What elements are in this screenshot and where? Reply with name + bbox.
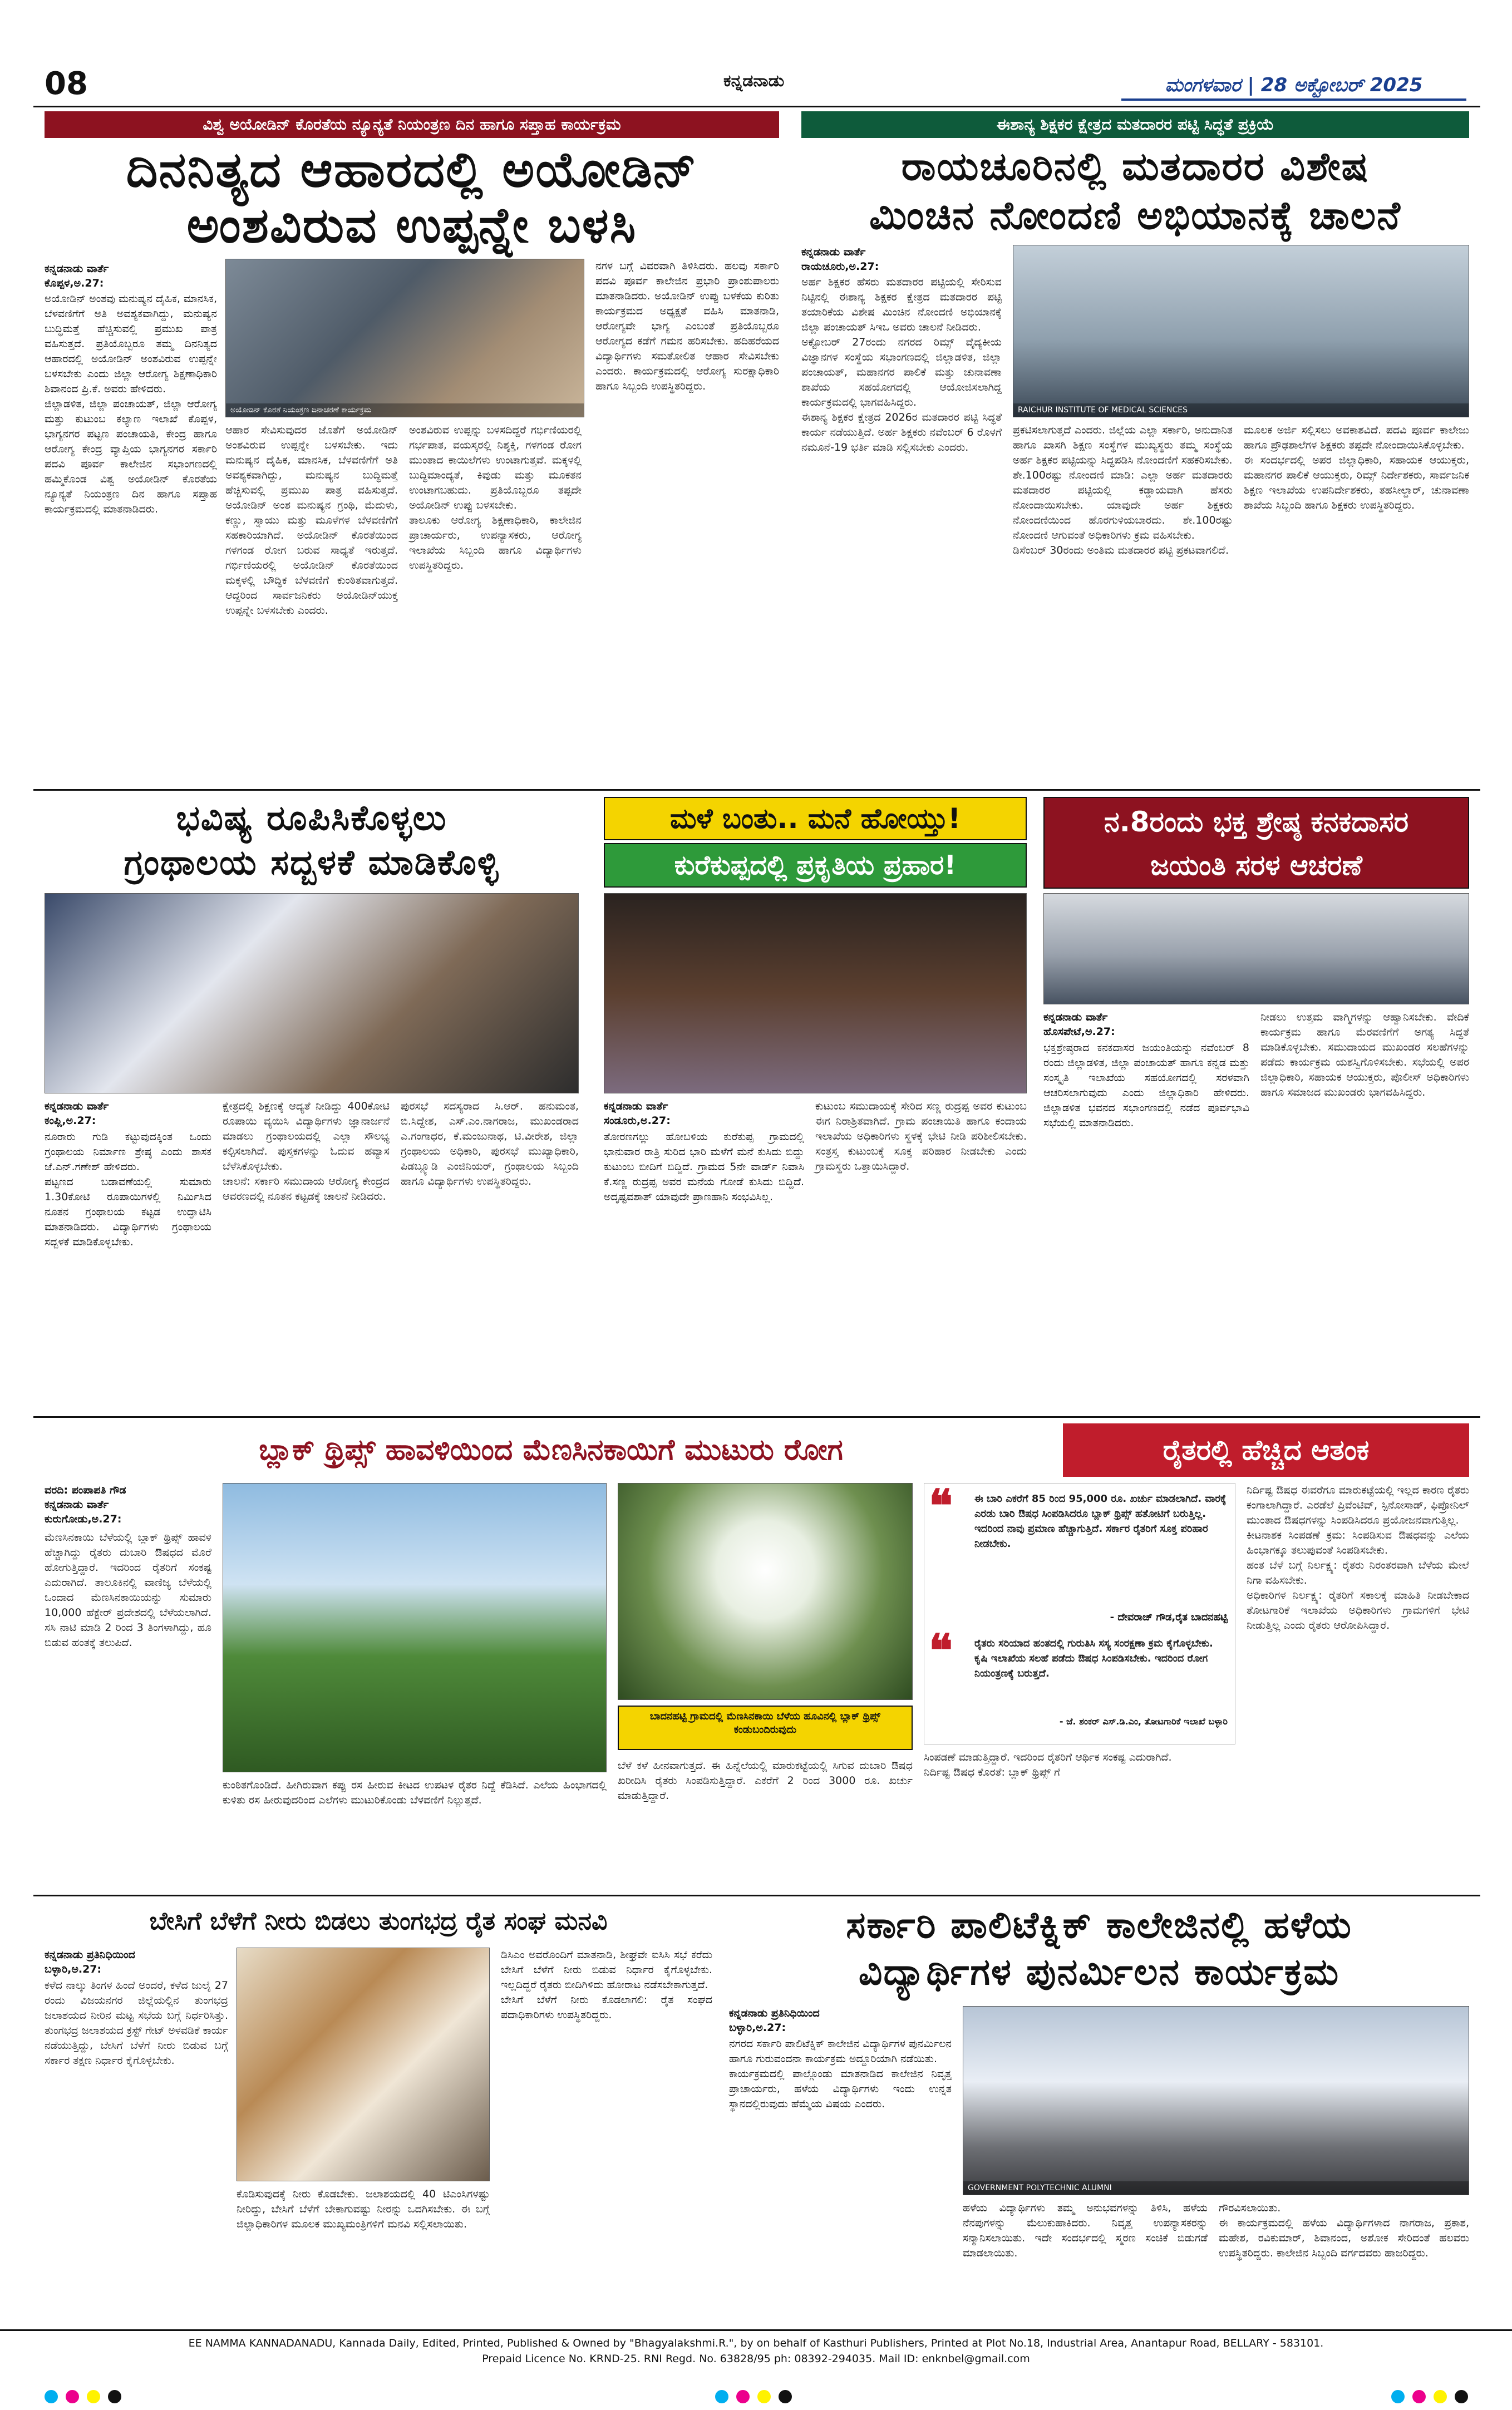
cyan-dot	[45, 2390, 58, 2403]
story2-column-2: ಪ್ರಕಟಿಸಲಾಗುತ್ತದೆ ಎಂದರು. ಜಿಲ್ಲೆಯ ಎಲ್ಲಾ ಸರ್ಕಾರಿ, ಅನುದಾನಿತ ಹಾಗೂ ಖಾಸಗಿ ಶಿಕ್ಷಣ ಸಂಸ್ಥೆಗಳ ಮುಖ್ಯಸ್ಥರು ತಮ್ಮ ಸಂಸ್ಥೆಯ ಅರ್ಹ ಶಿಕ್ಷಕರ ಪಟ್ಟಿಯನ್ನು ಸಿದ್ಧಪಡಿಸಿ ನೋಂದಣಿಗೆ ಸಹಕರಿಸಬೇಕು. ಶೇ.100ರಷ್ಟು ನೋಂದಣಿ ಮಾಡಿ: ಎಲ್ಲಾ ಅರ್ಹ ಮತದಾರರು ಮತದಾರರ ಪಟ್ಟಿಯಲ್ಲಿ ಕಡ್ಡಾಯವಾಗಿ ಹೆಸರು ನೋಂದಾಯಿಸಬೇಕು. ಯಾವುದೇ ಅರ್ಹ ಶಿಕ್ಷಕರು ನೋಂದಣಿಯಿಂದ ಹೊರಗುಳಿಯಬಾರದು. ಶೇ.100ರಷ್ಟು ನೋಂದಣಿ ಆಗುವಂತೆ ಅಧಿಕಾರಿಗಳು ಕ್ರಮ ವಹಿಸಬೇಕು. ಡಿಸೆಂಬರ್ 30ರಂದು ಅಂತಿಮ ಮತದಾರರ ಪಟ್ಟಿ ಪ್ರಕಟವಾಗಲಿದೆ.	[1013, 424, 1233, 556]
story4-headline-line1: ಮಳೆ ಬಂತು.. ಮನೆ ಹೋಯ್ತು!	[604, 797, 1027, 840]
story2-headline-line1: ರಾಯಚೂರಿನಲ್ಲಿ ಮತದಾರರ ವಿಶೇಷ	[901, 144, 1370, 189]
story2-byline: ಕನ್ನಡನಾಡು ವಾರ್ತೆ ರಾಯಚೂರು,ಅ.27:	[801, 246, 879, 273]
story1-headline-line1: ದಿನನಿತ್ಯದ ಆಹಾರದಲ್ಲಿ ಅಯೋಡಿನ್	[126, 141, 698, 198]
story8-byline: ಕನ್ನಡನಾಡು ಪ್ರತಿನಿಧಿಯಿಂದ ಬಳ್ಳಾರಿ,ಅ.27:	[729, 2007, 820, 2034]
magenta-dot	[736, 2390, 750, 2403]
story2-headline-line2: ಮಿಂಚಿನ ನೋಂದಣಿ ಅಭಿಯಾನಕ್ಕೆ ಚಾಲನೆ	[869, 193, 1401, 238]
imprint-footer	[0, 2329, 1512, 2385]
story3-headline-line1: ಭವಿಷ್ಯ ರೂಪಿಸಿಕೊಳ್ಳಲು	[176, 797, 447, 838]
story8-column-1: ನಗರದ ಸರ್ಕಾರಿ ಪಾಲಿಟೆಕ್ನಿಕ್ ಕಾಲೇಜಿನ ವಿದ್ಯಾರ್ಥಿಗಳ ಪುನರ್ಮಿಲನ ಹಾಗೂ ಗುರುವಂದನಾ ಕಾರ್ಯಕ್ರಮ ಅದ್ದೂರಿಯಾಗಿ ನಡೆಯಿತು. ಕಾರ್ಯಕ್ರಮದಲ್ಲಿ ಪಾಲ್ಗೊಂಡು ಮಾತನಾಡಿದ ಕಾಲೇಜಿನ ನಿವೃತ್ತ ಪ್ರಾಚಾರ್ಯರು, ಹಳೆಯ ವಿದ್ಯಾರ್ಥಿಗಳು ಇಂದು ಉನ್ನತ ಸ್ಥಾನದಲ್ಲಿರುವುದು ಹೆಮ್ಮೆಯ ವಿಷಯ ಎಂದರು.	[729, 2038, 952, 2110]
yellow-dot	[1434, 2390, 1447, 2403]
story1-kicker: ವಿಶ್ವ ಅಯೋಡಿನ್ ಕೊರತೆಯ ನ್ಯೂನ್ಯತೆ ನಿಯಂತ್ರಣ ದಿನ ಹಾಗೂ ಸಪ್ತಾಹ ಕಾರ್ಯಕ್ರಮ	[45, 111, 779, 138]
story6-quote-1-author: - ದೇವರಾಜ್ ಗೌಡ,ರೈತ ಬಾದನಹಟ್ಟಿ	[1110, 1611, 1228, 1623]
story7-byline: ಕನ್ನಡನಾಡು ಪ್ರತಿನಿಧಿಯಿಂದ ಬಳ್ಳಾರಿ,ಅ.27:	[45, 1949, 135, 1975]
story6-headline-highlight: ರೈತರಲ್ಲಿ ಹೆಚ್ಚಿದ ಆತಂಕ	[1063, 1423, 1469, 1477]
magenta-dot	[66, 2390, 79, 2403]
story1-byline: ಕನ್ನಡನಾಡು ವಾರ್ತೆ ಕೊಪ್ಪಳ,ಅ.27:	[45, 263, 109, 289]
story5-headline-line1: ನ.8ರಂದು ಭಕ್ತ ಶ್ರೇಷ್ಠ ಕನಕದಾಸರ	[1104, 806, 1409, 838]
yellow-dot	[757, 2390, 771, 2403]
story1-column-2: ಆಹಾರ ಸೇವಿಸುವುದರ ಜೊತೆಗೆ ಅಯೋಡಿನ್ ಅಂಶವಿರುವ ಉಪ್ಪನ್ನೇ ಬಳಸಬೇಕು. ಇದು ಮನುಷ್ಯನ ದೈಹಿಕ, ಮಾನಸಿಕ, ಬೆಳವಣಿಗೆಗೆ ಅತಿ ಅವಶ್ಯಕವಾಗಿದ್ದು, ಮನುಷ್ಯನ ಬುದ್ಧಿಮತ್ತೆ ಹೆಚ್ಚಿಸುವಲ್ಲಿ ಪ್ರಮುಖ ಪಾತ್ರ ವಹಿಸುತ್ತದೆ. ಅಯೋಡಿನ್ ಅಂಶ ಮನುಷ್ಯನ ಗ್ರಂಥಿ, ಮೆದುಳು, ಕಣ್ಣು, ಸ್ನಾಯು ಮತ್ತು ಮೂಳೆಗಳ ಬೆಳವಣಿಗೆಗೆ ಸಹಕಾರಿಯಾಗಿದೆ. ಅಯೋಡಿನ್ ಕೊರತೆಯಿಂದ ಗಳಗಂಡ ರೋಗ ಬರುವ ಸಾಧ್ಯತೆ ಇರುತ್ತದೆ. ಗರ್ಭಿಣಿಯರಲ್ಲಿ ಅಯೋಡಿನ್ ಕೊರತೆಯಿಂದ ಮಕ್ಕಳಲ್ಲಿ ಬೌದ್ಧಿಕ ಬೆಳವಣಿಗೆ ಕುಂಠಿತವಾಗುತ್ತದೆ. ಆದ್ದರಿಂದ ಸಾರ್ವಜನಿಕರು ಅಯೋಡಿನ್‌ಯುಕ್ತ ಉಪ್ಪನ್ನೇ ಬಳಸಬೇಕು ಎಂದರು.	[225, 424, 402, 617]
story4-photo	[604, 893, 1027, 1093]
registration-dots-left	[45, 2390, 121, 2403]
story6-quote-1: ಈ ಬಾರಿ ಎಕರೆಗೆ 85 ರಿಂದ 95,000 ರೂ. ಖರ್ಚು ಮಾಡಲಾಗಿದೆ. ವಾರಕ್ಕೆ ಎರಡು ಬಾರಿ ಔಷಧ ಸಿಂಪಡಿಸಿದರೂ ಬ್ಲಾಕ್ ಥ್ರಿಪ್ಸ್ ಹತೋಟಿಗೆ ಬರುತ್ತಿಲ್ಲ. ಇದರಿಂದ ನಾವು ಪ್ರಮಾಣ ಹೆಚ್ಚಾಗುತ್ತಿದೆ. ಸರ್ಕಾರ ರೈತರಿಗೆ ಸೂಕ್ತ ಪರಿಹಾರ ನೀಡಬೇಕು.	[974, 1493, 1227, 1550]
black-dot	[108, 2390, 121, 2403]
page-number: 08	[45, 66, 88, 102]
story8-headline	[729, 1902, 1469, 1999]
story2-kicker: ಈಶಾನ್ಯ ಶಿಕ್ಷಕರ ಕ್ಷೇತ್ರದ ಮತದಾರರ ಪಟ್ಟಿ ಸಿದ್ಧತೆ ಪ್ರಕ್ರಿಯೆ	[801, 111, 1469, 138]
section-rule-2	[33, 1416, 1480, 1418]
story3-photo	[45, 893, 579, 1093]
story8-headline-line2: ವಿದ್ಯಾರ್ಥಿಗಳ ಪುನರ್ಮಿಲನ ಕಾರ್ಯಕ್ರಮ	[858, 1950, 1340, 1993]
black-dot	[779, 2390, 792, 2403]
story1-headline	[45, 142, 779, 253]
story4-byline: ಕನ್ನಡನಾಡು ವಾರ್ತೆ ಸಂಡೂರು,ಅ.27:	[604, 1100, 671, 1127]
story6-column-5: ನಿರ್ದಿಷ್ಟ ಔಷಧ ಈವರೆಗೂ ಮಾರುಕಟ್ಟೆಯಲ್ಲಿ ಇಲ್ಲದ ಕಾರಣ ರೈತರು ಕಂಗಾಲಾಗಿದ್ದಾರೆ. ಎರಡೆಲೆ ಪ್ರಿವೆಂಟಿವ್, ಸ್ಪಿನೋಸಾಡ್, ಫಿಪ್ರೋನಿಲ್ ಮುಂತಾದ ಔಷಧಗಳನ್ನು ಸಿಂಪಡಿಸಿದರೂ ಪ್ರಯೋಜನವಾಗುತ್ತಿಲ್ಲ. ಕೀಟನಾಶಕ ಸಿಂಪಡಣೆ ಕ್ರಮ: ಸಿಂಪಡಿಸುವ ಔಷಧವನ್ನು ಎಲೆಯ ಹಿಂಭಾಗಕ್ಕೂ ತಲುಪುವಂತೆ ಸಿಂಪಡಿಸಬೇಕು. ಹಂತ ಬೆಳೆ ಬಗ್ಗೆ ನಿರ್ಲಕ್ಷ್ಯ: ರೈತರು ನಿರಂತರವಾಗಿ ಬೆಳೆಯ ಮೇಲೆ ನಿಗಾ ವಹಿಸಬೇಕು. ಅಧಿಕಾರಿಗಳ ನಿರ್ಲಕ್ಷ್ಯ: ರೈತರಿಗೆ ಸಕಾಲಕ್ಕೆ ಮಾಹಿತಿ ನೀಡಬೇಕಾದ ತೋಟಗಾರಿಕೆ ಇಲಾಖೆಯ ಅಧಿಕಾರಿಗಳು ಗ್ರಾಮಗಳಿಗೆ ಭೇಟಿ ನೀಡುತ್ತಿಲ್ಲ ಎಂದು ರೈತರು ಆರೋಪಿಸಿದ್ದಾರೆ.	[1247, 1484, 1469, 1632]
story4-column-1: ತೋರಣಗಲ್ಲು ಹೋಬಳಿಯ ಕುರೆಕುಪ್ಪ ಗ್ರಾಮದಲ್ಲಿ ಭಾನುವಾರ ರಾತ್ರಿ ಸುರಿದ ಭಾರಿ ಮಳೆಗೆ ಮನೆ ಕುಸಿದು ಬಿದ್ದು ಕುಟುಂಬ ಬೀದಿಗೆ ಬಿದ್ದಿದೆ. ಗ್ರಾಮದ 5ನೇ ವಾರ್ಡ್ ನಿವಾಸಿ ಕೆ.ಸಣ್ಣ ರುದ್ರಪ್ಪ ಅವರ ಮನೆಯ ಗೋಡೆ ಕುಸಿದು ಬಿದ್ದಿದೆ. ಅದೃಷ್ಟವಶಾತ್ ಯಾವುದೇ ಪ್ರಾಣಹಾನಿ ಸಂಭವಿಸಿಲ್ಲ.	[604, 1131, 808, 1203]
black-dot	[1455, 2390, 1468, 2403]
story5-column-2: ನೀಡಲು ಉತ್ತಮ ವಾಗ್ಮಿಗಳನ್ನು ಆಹ್ವಾನಿಸಬೇಕು. ವೇದಿಕೆ ಕಾರ್ಯಕ್ರಮ ಹಾಗೂ ಮೆರವಣಿಗೆಗೆ ಅಗತ್ಯ ಸಿದ್ಧತೆ ಮಾಡಿಕೊಳ್ಳಬೇಕು. ಸಮುದಾಯದ ಮುಖಂಡರ ಸಲಹೆಗಳನ್ನು ಪಡೆದು ಕಾರ್ಯಕ್ರಮ ಯಶಸ್ವಿಗೊಳಿಸಬೇಕು. ಸಭೆಯಲ್ಲಿ ಅಪರ ಜಿಲ್ಲಾಧಿಕಾರಿ, ಸಹಾಯಕ ಆಯುಕ್ತರು, ಪೊಲೀಸ್ ಅಧಿಕಾರಿಗಳು ಹಾಗೂ ಸಮಾಜದ ಮುಖಂಡರು ಭಾಗವಹಿಸಿದ್ದರು.	[1260, 1011, 1473, 1098]
section-rule-1	[33, 789, 1480, 791]
cyan-dot	[715, 2390, 728, 2403]
story2-column-3: ಮೂಲಕ ಅರ್ಜಿ ಸಲ್ಲಿಸಲು ಅವಕಾಶವಿದೆ. ಪದವಿ ಪೂರ್ವ ಕಾಲೇಜು ಹಾಗೂ ಪ್ರೌಢಶಾಲೆಗಳ ಶಿಕ್ಷಕರು ತಪ್ಪದೇ ನೋಂದಾಯಿಸಿಕೊಳ್ಳಬೇಕು. ಈ ಸಂದರ್ಭದಲ್ಲಿ ಅಪರ ಜಿಲ್ಲಾಧಿಕಾರಿ, ಸಹಾಯಕ ಆಯುಕ್ತರು, ಮಹಾನಗರ ಪಾಲಿಕೆ ಆಯುಕ್ತರು, ರಿಮ್ಸ್ ನಿರ್ದೇಶಕರು, ಸಾರ್ವಜನಿಕ ಶಿಕ್ಷಣ ಇಲಾಖೆಯ ಉಪನಿರ್ದೇಶಕರು, ತಹಸೀಲ್ದಾರ್, ಚುನಾವಣಾ ಶಾಖೆಯ ಸಿಬ್ಬಂದಿ ಹಾಗೂ ಶಿಕ್ಷಕರು ಉಪಸ್ಥಿತರಿದ್ದರು.	[1244, 424, 1469, 511]
story3-headline	[45, 796, 579, 890]
story6-column-1: ಮೆಣಸಿನಕಾಯಿ ಬೆಳೆಯಲ್ಲಿ ಬ್ಲಾಕ್ ಥ್ರಿಪ್ಸ್ ಹಾವಳಿ ಹೆಚ್ಚಾಗಿದ್ದು ರೈತರು ದುಬಾರಿ ಔಷಧದ ಮೊರೆ ಹೋಗುತ್ತಿದ್ದಾರೆ. ಇದರಿಂದ ರೈತರಿಗೆ ಸಂಕಷ್ಟ ಎದುರಾಗಿದೆ. ತಾಲೂಕಿನಲ್ಲಿ ವಾಣಿಜ್ಯ ಬೆಳೆಯಲ್ಲಿ ಒಂದಾದ ಮೆಣಸಿನಕಾಯಿಯನ್ನು ಸುಮಾರು 10,000 ಹೆಕ್ಟೇರ್ ಪ್ರದೇಶದಲ್ಲಿ ಬೆಳೆಯಲಾಗಿದೆ. ಸಸಿ ನಾಟಿ ಮಾಡಿ 2 ರಿಂದ 3 ತಿಂಗಳಾಗಿದ್ದು, ಹೂ ಬಿಡುವ ಹಂತಕ್ಕೆ ತಲುಪಿದೆ.	[45, 1531, 215, 1649]
section-rule-3	[33, 1895, 1480, 1896]
story6-field-photo	[223, 1483, 607, 1772]
story3-headline-line2: ಗ್ರಂಥಾಲಯ ಸದ್ಬಳಕೆ ಮಾಡಿಕೊಳ್ಳಿ	[124, 842, 500, 883]
paper-name: ಕನ್ನಡನಾಡು	[723, 71, 785, 91]
story3-column-1: ನೂರಾರು ಗುಡಿ ಕಟ್ಟುವುದಕ್ಕಿಂತ ಒಂದು ಗ್ರಂಥಾಲಯ ನಿರ್ಮಾಣ ಶ್ರೇಷ್ಠ ಎಂದು ಶಾಸಕ ಜೆ.ಎನ್.ಗಣೇಶ್ ಹೇಳಿದರು. ಪಟ್ಟಣದ ಬಡಾವಣೆಯಲ್ಲಿ ಸುಮಾರು 1.30ಕೋಟಿ ರೂಪಾಯಿಗಳಲ್ಲಿ ನಿರ್ಮಿಸಿದ ನೂತನ ಗ್ರಂಥಾಲಯ ಕಟ್ಟಡ ಉದ್ಘಾಟಿಸಿ ಮಾತನಾಡಿದರು. ವಿದ್ಯಾರ್ಥಿಗಳು ಗ್ರಂಥಾಲಯ ಸದ್ಬಳಕೆ ಮಾಡಿಕೊಳ್ಳಬೇಕು.	[45, 1131, 211, 1248]
story6-quote-2-author: - ಜೆ. ಶಂಕರ್ ಎಸ್.ಡಿ.ಎಂ, ತೋಟಗಾರಿಕೆ ಇಲಾಖೆ ಬಳ್ಳಾರಿ	[1059, 1716, 1228, 1727]
story3-byline: ಕನ್ನಡನಾಡು ವಾರ್ತೆ ಕಂಪ್ಲಿ,ಅ.27:	[45, 1100, 109, 1127]
story5-headline-line2: ಜಯಂತಿ ಸರಳ ಆಚರಣೆ	[1150, 849, 1362, 881]
story1-column-3: ಅಂಶವಿರುವ ಉಪ್ಪನ್ನು ಬಳಸದಿದ್ದರೆ ಗರ್ಭಿಣಿಯರಲ್ಲಿ ಗರ್ಭಪಾತ, ವಯಸ್ಕರಲ್ಲಿ ನಿಶ್ಶಕ್ತಿ, ಗಳಗಂಡ ರೋಗ ಮುಂತಾದ ಕಾಯಿಲೆಗಳು ಉಂಟಾಗುತ್ತವೆ. ಮಕ್ಕಳಲ್ಲಿ ಬುದ್ಧಿಮಾಂದ್ಯತೆ, ಕಿವುಡು ಮತ್ತು ಮೂಕತನ ಉಂಟಾಗಬಹುದು. ಪ್ರತಿಯೊಬ್ಬರೂ ತಪ್ಪದೇ ಅಯೋಡಿನ್ ಉಪ್ಪು ಬಳಸಬೇಕು. ತಾಲೂಕು ಆರೋಗ್ಯ ಶಿಕ್ಷಣಾಧಿಕಾರಿ, ಕಾಲೇಜಿನ ಪ್ರಾಚಾರ್ಯರು, ಉಪನ್ಯಾಸಕರು, ಆರೋಗ್ಯ ಇಲಾಖೆಯ ಸಿಬ್ಬಂದಿ ಹಾಗೂ ವಿದ್ಯಾರ್ಥಿಗಳು ಉಪಸ್ಥಿತರಿದ್ದರು.	[409, 424, 582, 571]
imprint-line-2: Prepaid Licence No. KRND-25. RNI Regd. No. 63828/95 ph: 08392-294035. Mail ID: enknbel@gmail.com	[482, 2353, 1030, 2365]
story5-column-1: ಭಕ್ತಶ್ರೇಷ್ಠರಾದ ಕನಕದಾಸರ ಜಯಂತಿಯನ್ನು ನವೆಂಬರ್ 8 ರಂದು ಜಿಲ್ಲಾಡಳಿತ, ಜಿಲ್ಲಾ ಪಂಚಾಯತ್ ಹಾಗೂ ಕನ್ನಡ ಮತ್ತು ಸಂಸ್ಕೃತಿ ಇಲಾಖೆಯ ಸಹಯೋಗದಲ್ಲಿ ಸರಳವಾಗಿ ಆಚರಿಸಲಾಗುವುದು ಎಂದು ಜಿಲ್ಲಾಧಿಕಾರಿ ಹೇಳಿದರು. ಜಿಲ್ಲಾಡಳಿತ ಭವನದ ಸಭಾಂಗಣದಲ್ಲಿ ನಡೆದ ಪೂರ್ವಭಾವಿ ಸಭೆಯಲ್ಲಿ ಮಾತನಾಡಿದರು.	[1043, 1042, 1253, 1129]
story8-column-2: ಹಳೆಯ ವಿದ್ಯಾರ್ಥಿಗಳು ತಮ್ಮ ಅನುಭವಗಳನ್ನು ತಿಳಿಸಿ, ಹಳೆಯ ನೆನಪುಗಳನ್ನು ಮೆಲುಕುಹಾಕಿದರು. ನಿವೃತ್ತ ಉಪನ್ಯಾಸಕರನ್ನು ಸನ್ಮಾನಿಸಲಾಯಿತು. ಇದೇ ಸಂದರ್ಭದಲ್ಲಿ ಸ್ಮರಣ ಸಂಚಿಕೆ ಬಿಡುಗಡೆ ಮಾಡಲಾಯಿತು.	[963, 2202, 1211, 2259]
quote-mark-icon: ❝	[929, 1480, 953, 1532]
yellow-dot	[87, 2390, 100, 2403]
story7-photo	[237, 1948, 490, 2181]
story1-column-4: ನಗಳ ಬಗ್ಗೆ ವಿವರವಾಗಿ ತಿಳಿಸಿದರು. ಹಲವು ಸರ್ಕಾರಿ ಪದವಿ ಪೂರ್ವ ಕಾಲೇಜಿನ ಪ್ರಭಾರಿ ಪ್ರಾಂಶುಪಾಲರು ಮಾತನಾಡಿದರು. ಅಯೋಡಿನ್ ಉಪ್ಪು ಬಳಕೆಯ ಕುರಿತು ಕಾರ್ಯಕ್ರಮದ ಅಧ್ಯಕ್ಷತೆ ವಹಿಸಿ ಮಾತನಾಡಿ, ಆರೋಗ್ಯವೇ ಭಾಗ್ಯ ಎಂಬಂತೆ ಪ್ರತಿಯೊಬ್ಬರೂ ಆರೋಗ್ಯದ ಕಡೆಗೆ ಗಮನ ಹರಿಸಬೇಕು. ಹದಿಹರೆಯದ ವಿದ್ಯಾರ್ಥಿಗಳು ಸಮತೋಲಿತ ಆಹಾರ ಸೇವಿಸಬೇಕು ಎಂದರು. ಕಾರ್ಯಕ್ರಮದಲ್ಲಿ ಆರೋಗ್ಯ ಸುರಕ್ಷಾಧಿಕಾರಿ ಹಾಗೂ ಸಿಬ್ಬಂದಿ ಉಪಸ್ಥಿತರಿದ್ದರು.	[595, 260, 783, 392]
story6-column-4-tail: ಸಿಂಪಡಣೆ ಮಾಡುತ್ತಿದ್ದಾರೆ. ಇದರಿಂದ ರೈತರಿಗೆ ಆರ್ಥಿಕ ಸಂಕಷ್ಟ ಎದುರಾಗಿದೆ. ನಿರ್ದಿಷ್ಟ ಔಷಧ ಕೊರತೆ: ಬ್ಲಾಕ್ ಥ್ರಿಪ್ಸ್ ಗೆ	[924, 1751, 1172, 1778]
story4-column-2: ಕುಟುಂಬ ಸಮುದಾಯಕ್ಕೆ ಸೇರಿದ ಸಣ್ಣ ರುದ್ರಪ್ಪ ಅವರ ಕುಟುಂಬ ಈಗ ನಿರಾಶ್ರಿತವಾಗಿದೆ. ಗ್ರಾಮ ಪಂಚಾಯಿತಿ ಹಾಗೂ ಕಂದಾಯ ಇಲಾಖೆಯ ಅಧಿಕಾರಿಗಳು ಸ್ಥಳಕ್ಕೆ ಭೇಟಿ ನೀಡಿ ಪರಿಶೀಲಿಸಬೇಕು. ಸಂತ್ರಸ್ತ ಕುಟುಂಬಕ್ಕೆ ಸೂಕ್ತ ಪರಿಹಾರ ನೀಡಬೇಕು ಎಂದು ಗ್ರಾಮಸ್ಥರು ಒತ್ತಾಯಿಸಿದ್ದಾರೆ.	[815, 1100, 1031, 1172]
story6-headline-main: ಬ್ಲಾಕ್ ಥ್ರಿಪ್ಸ್ ಹಾವಳಿಯಿಂದ ಮೆಣಸಿನಕಾಯಿಗೆ ಮುಟುರು ರೋಗ	[259, 1433, 843, 1467]
story6-flower-photo	[618, 1483, 913, 1700]
story7-column-2: ಕೊಡಿಸುವುದಕ್ಕೆ ನೀರು ಕೊಡಬೇಕು. ಜಲಾಶಯದಲ್ಲಿ 40 ಟಿಎಂಸಿಗಳಷ್ಟು ನೀರಿದ್ದು, ಬೇಸಿಗೆ ಬೆಳೆಗೆ ಬೇಕಾಗುವಷ್ಟು ನೀರನ್ನು ಒದಗಿಸಬೇಕು. ಈ ಬಗ್ಗೆ ಜಿಲ್ಲಾಧಿಕಾರಿಗಳ ಮೂಲಕ ಮುಖ್ಯಮಂತ್ರಿಗಳಿಗೆ ಮನವಿ ಸಲ್ಲಿಸಲಾಯಿತು.	[237, 2188, 494, 2230]
header-rule	[33, 106, 1480, 107]
story8-photo	[963, 2006, 1469, 2195]
story6-quotes-box	[924, 1480, 1235, 1744]
story1-photo-caption: ಅಯೋಡಿನ್ ಕೊರತೆ ನಿಯಂತ್ರಣ ದಿನಾಚರಣೆ ಕಾರ್ಯಕ್ರಮ	[226, 403, 584, 417]
story5-photo	[1043, 893, 1469, 1004]
story1-headline-line2: ಅಂಶವಿರುವ ಉಪ್ಪನ್ನೇ ಬಳಸಿ	[186, 196, 637, 254]
story7-column-3: ಡಿಸಿಎಂ ಅವರೊಂದಿಗೆ ಮಾತನಾಡಿ, ಶೀಘ್ರವೇ ಐಸಿಸಿ ಸಭೆ ಕರೆದು ಬೇಸಿಗೆ ಬೆಳೆಗೆ ನೀರು ಬಿಡುವ ನಿರ್ಧಾರ ಕೈಗೊಳ್ಳಬೇಕು. ಇಲ್ಲದಿದ್ದರೆ ರೈತರು ಬೀದಿಗಿಳಿದು ಹೋರಾಟ ನಡೆಸಬೇಕಾಗುತ್ತದೆ. ಬೇಸಿಗೆ ಬೆಳೆಗೆ ನೀರು ಕೊಡಲಾಗಲಿ: ರೈತ ಸಂಘದ ಪದಾಧಿಕಾರಿಗಳು ಉಪಸ್ಥಿತರಿದ್ದರು.	[501, 1949, 712, 2021]
story3-column-2: ಕ್ಷೇತ್ರದಲ್ಲಿ ಶಿಕ್ಷಣಕ್ಕೆ ಆದ್ಯತೆ ನೀಡಿದ್ದು 400ಕೋಟಿ ರೂಪಾಯಿ ವ್ಯಯಿಸಿ ವಿದ್ಯಾರ್ಥಿಗಳು ಜ್ಞಾನಾರ್ಜನೆ ಮಾಡಲು ಗ್ರಂಥಾಲಯದಲ್ಲಿ ಎಲ್ಲಾ ಸೌಲಭ್ಯ ಕಲ್ಪಿಸಲಾಗಿದೆ. ಪುಸ್ತಕಗಳನ್ನು ಓದುವ ಹವ್ಯಾಸ ಬೆಳೆಸಿಕೊಳ್ಳಬೇಕು. ಚಾಲನೆ: ಸರ್ಕಾರಿ ಸಮುದಾಯ ಆರೋಗ್ಯ ಕೇಂದ್ರದ ಆವರಣದಲ್ಲಿ ನೂತನ ಕಟ್ಟಡಕ್ಕೆ ಚಾಲನೆ ನೀಡಿದರು.	[223, 1100, 390, 1202]
story2-photo	[1013, 245, 1469, 417]
story8-column-3: ಗೌರವಿಸಲಾಯಿತು. ಈ ಕಾರ್ಯಕ್ರಮದಲ್ಲಿ ಹಳೆಯ ವಿದ್ಯಾರ್ಥಿಗಳಾದ ನಾಗರಾಜ, ಪ್ರಕಾಶ, ಮಹೇಶ, ರವಿಕುಮಾರ್, ಶಿವಾನಂದ, ಅಶೋಕ ಸೇರಿದಂತೆ ಹಲವರು ಉಪಸ್ಥಿತರಿದ್ದರು. ಕಾಲೇಜಿನ ಸಿಬ್ಬಂದಿ ವರ್ಗದವರು ಹಾಜರಿದ್ದರು.	[1219, 2202, 1469, 2259]
story6-column-3: ಬೆಳೆ ಕಳೆ ಹೀನವಾಗುತ್ತದೆ. ಈ ಹಿನ್ನೆಲೆಯಲ್ಲಿ ಮಾರುಕಟ್ಟೆಯಲ್ಲಿ ಸಿಗುವ ದುಬಾರಿ ಔಷಧ ಖರೀದಿಸಿ ರೈತರು ಸಿಂಪಡಿಸುತ್ತಿದ್ದಾರೆ. ಎಕರೆಗೆ 2 ರಿಂದ 3000 ರೂ. ಖರ್ಚು ಮಾಡುತ್ತಿದ್ದಾರೆ.	[618, 1760, 917, 1802]
page-header	[0, 0, 1512, 102]
story6-byline: ವರದಿ: ಪಂಪಾಪತಿ ಗೌಡ ಕನ್ನಡನಾಡು ವಾರ್ತೆ ಕುರುಗೋಡು,ಅ.27:	[45, 1484, 126, 1525]
story4-headline-line2: ಕುರೆಕುಪ್ಪದಲ್ಲಿ ಪ್ರಕೃತಿಯ ಪ್ರಹಾರ!	[604, 843, 1027, 888]
story6-quote-2: ರೈತರು ಸರಿಯಾದ ಹಂತದಲ್ಲಿ ಗುರುತಿಸಿ ಸಸ್ಯ ಸಂರಕ್ಷಣಾ ಕ್ರಮ ಕೈಗೊಳ್ಳಬೇಕು. ಕೃಷಿ ಇಲಾಖೆಯ ಸಲಹೆ ಪಡೆದು ಔಷಧ ಸಿಂಪಡಿಸಬೇಕು. ಇದರಿಂದ ರೋಗ ನಿಯಂತ್ರಣಕ್ಕೆ ಬರುತ್ತದೆ.	[974, 1638, 1213, 1679]
story6-column-2: ಕುಂಠಿತಗೊಂಡಿದೆ. ಹೀಗಿರುವಾಗ ಕಪ್ಪು ರಸ ಹೀರುವ ಕೀಟದ ಉಪಟಳ ರೈತರ ನಿದ್ದೆ ಕೆಡಿಸಿದೆ. ಎಲೆಯ ಹಿಂಭಾಗದಲ್ಲಿ ಕುಳಿತು ರಸ ಹೀರುವುದರಿಂದ ಎಲೆಗಳು ಮುಟುರಿಕೊಂಡು ಬೆಳವಣಿಗೆ ನಿಲ್ಲುತ್ತದೆ.	[223, 1779, 610, 1806]
story2-photo-caption: RAICHUR INSTITUTE OF MEDICAL SCIENCES	[1013, 403, 1469, 417]
story7-column-1: ಕಳೆದ ನಾಲ್ಕು ತಿಂಗಳ ಹಿಂದೆ ಅಂದರೆ, ಕಳೆದ ಜುಲೈ 27 ರಂದು ವಿಜಯನಗರ ಜಿಲ್ಲೆಯಲ್ಲಿನ ತುಂಗಭದ್ರ ಜಲಾಶಯದ ನೀರಿನ ಮಟ್ಟ ಸಭೆಯ ಬಗ್ಗೆ ನಿರ್ಧರಿಸಿತ್ತು. ತುಂಗಭದ್ರ ಜಲಾಶಯದ ಕ್ರಸ್ಟ್ ಗೇಟ್ ಅಳವಡಿಕೆ ಕಾರ್ಯ ನಡೆಯುತ್ತಿದ್ದು, ಬೇಸಿಗೆ ಬೆಳೆಗೆ ನೀರು ಬಿಡುವ ಬಗ್ಗೆ ಸರ್ಕಾರ ತಕ್ಷಣ ನಿರ್ಧಾರ ಕೈಗೊಳ್ಳಬೇಕು.	[45, 1979, 232, 2067]
imprint-line-1: EE NAMMA KANNADANADU, Kannada Daily, Edited, Printed, Published & Owned by "Bhagyalakshmi.R.", by on behalf of Kasthuri Publishers, Printed at Plot No.18, Industrial Area, Anantapur Road, BELLARY - 583101.	[188, 2337, 1324, 2349]
registration-dots-right	[1391, 2390, 1468, 2403]
story6-photo-caption: ಬಾದನಹಟ್ಟಿ ಗ್ರಾಮದಲ್ಲಿ ಮೆಣಸಿನಕಾಯಿ ಬೆಳೆಯ ಹೂವಿನಲ್ಲಿ ಬ್ಲಾಕ್ ಥ್ರಿಪ್ಸ್ ಕಂಡುಬಂದಿರುವುದು	[618, 1706, 913, 1750]
story7-headline: ಬೇಸಿಗೆ ಬೆಳೆಗೆ ನೀರು ಬಿಡಲು ತುಂಗಭದ್ರ ರೈತ ಸಂಘ ಮನವಿ	[149, 1907, 608, 1935]
story2-headline	[801, 142, 1469, 242]
story8-photo-caption: GOVERNMENT POLYTECHNIC ALUMNI	[963, 2181, 1469, 2195]
story1-photo	[225, 259, 584, 417]
story2-column-1: ಅರ್ಹ ಶಿಕ್ಷಕರ ಹೆಸರು ಮತದಾರರ ಪಟ್ಟಿಯಲ್ಲಿ ಸೇರಿಸುವ ನಿಟ್ಟಿನಲ್ಲಿ ಈಶಾನ್ಯ ಶಿಕ್ಷಕರ ಕ್ಷೇತ್ರದ ಮತದಾರರ ಪಟ್ಟಿ ತಯಾರಿಕೆಯ ವಿಶೇಷ ಮಿಂಚಿನ ನೋಂದಣಿ ಅಭಿಯಾನಕ್ಕೆ ಜಿಲ್ಲಾ ಪಂಚಾಯತ್ ಸಿಇಒ ಅವರು ಚಾಲನೆ ನೀಡಿದರು. ಅಕ್ಟೋಬರ್ 27ರಂದು ನಗರದ ರಿಮ್ಸ್ ವೈದ್ಯಕೀಯ ವಿಜ್ಞಾನಗಳ ಸಂಸ್ಥೆಯ ಸಭಾಂಗಣದಲ್ಲಿ ಜಿಲ್ಲಾಡಳಿತ, ಜಿಲ್ಲಾ ಪಂಚಾಯತ್, ಮಹಾನಗರ ಪಾಲಿಕೆ ಮತ್ತು ಚುನಾವಣಾ ಶಾಖೆಯ ಸಹಯೋಗದಲ್ಲಿ ಆಯೋಜಿಸಲಾಗಿದ್ದ ಕಾರ್ಯಕ್ರಮದಲ್ಲಿ ಭಾಗವಹಿಸಿದ್ದರು. ಈಶಾನ್ಯ ಶಿಕ್ಷಕರ ಕ್ಷೇತ್ರದ 2026ರ ಮತದಾರರ ಪಟ್ಟಿ ಸಿದ್ಧತೆ ಕಾರ್ಯ ನಡೆಯುತ್ತಿದೆ. ಅರ್ಹ ಶಿಕ್ಷಕರು ನವೆಂಬರ್ 6 ರೊಳಗೆ ನಮೂನೆ-19 ಭರ್ತಿ ಮಾಡಿ ಸಲ್ಲಿಸಬೇಕು ಎಂದರು.	[801, 276, 1002, 454]
story5-headline	[1043, 797, 1469, 889]
registration-dots-center	[715, 2390, 792, 2403]
issue-date: ಮಂಗಳವಾರ | 28 ಅಕ್ಟೋಬರ್ 2025	[1121, 70, 1466, 101]
story3-column-3: ಪುರಸಭೆ ಸದಸ್ಯರಾದ ಸಿ.ಆರ್. ಹನುಮಂತ, ಬಿ.ಸಿದ್ದೇಶ, ಎಸ್.ಎಂ.ನಾಗರಾಜ, ಮುಖಂಡರಾದ ಎ.ಗಂಗಾಧರ, ಕೆ.ಮಂಜುನಾಥ, ಟಿ.ವೀರೇಶ, ಜಿಲ್ಲಾ ಗ್ರಂಥಾಲಯ ಅಧಿಕಾರಿ, ಪುರಸಭೆ ಮುಖ್ಯಾಧಿಕಾರಿ, ಪಿಡಬ್ಲ್ಯೂಡಿ ಎಂಜಿನಿಯರ್, ಗ್ರಂಥಾಲಯ ಸಿಬ್ಬಂದಿ ಹಾಗೂ ವಿದ್ಯಾರ್ಥಿಗಳು ಉಪಸ್ಥಿತರಿದ್ದರು.	[401, 1100, 583, 1187]
magenta-dot	[1412, 2390, 1426, 2403]
quote-mark-icon: ❝	[929, 1624, 953, 1677]
cyan-dot	[1391, 2390, 1405, 2403]
story8-headline-line1: ಸರ್ಕಾರಿ ಪಾಲಿಟೆಕ್ನಿಕ್ ಕಾಲೇಜಿನಲ್ಲಿ ಹಳೆಯ	[846, 1904, 1352, 1946]
story1-column-1: ಅಯೋಡಿನ್ ಅಂಶವು ಮನುಷ್ಯನ ದೈಹಿಕ, ಮಾನಸಿಕ, ಬೆಳವಣಿಗೆಗೆ ಅತಿ ಅವಶ್ಯಕವಾಗಿದ್ದು, ಮನುಷ್ಯನ ಬುದ್ಧಿಮತ್ತೆ ಹೆಚ್ಚಿಸುವಲ್ಲಿ ಪ್ರಮುಖ ಪಾತ್ರ ವಹಿಸುತ್ತದೆ. ಪ್ರತಿಯೊಬ್ಬರೂ ತಮ್ಮ ದಿನನಿತ್ಯದ ಆಹಾರದಲ್ಲಿ ಅಯೋಡಿನ್ ಅಂಶವಿರುವ ಉಪ್ಪನ್ನೇ ಬಳಸಬೇಕು ಎಂದು ಜಿಲ್ಲಾ ಆರೋಗ್ಯ ಶಿಕ್ಷಣಾಧಿಕಾರಿ ಶಿವಾನಂದ ಪ್ರಿ.ಕೆ. ಅವರು ಹೇಳಿದರು. ಜಿಲ್ಲಾಡಳಿತ, ಜಿಲ್ಲಾ ಪಂಚಾಯತ್, ಜಿಲ್ಲಾ ಆರೋಗ್ಯ ಮತ್ತು ಕುಟುಂಬ ಕಲ್ಯಾಣ ಇಲಾಖೆ ಕೊಪ್ಪಳ, ಭಾಗ್ಯನಗರ ಪಟ್ಟಣ ಪಂಚಾಯತಿ, ಕೇಂದ್ರ ಹಾಗೂ ಆರೋಗ್ಯ ಕೇಂದ್ರ ವ್ಯಾಪ್ತಿಯ ಭಾಗ್ಯನಗರ ಸರ್ಕಾರಿ ಪದವಿ ಪೂರ್ವ ಕಾಲೇಜಿನ ಸಭಾಂಗಣದಲ್ಲಿ ಹಮ್ಮಿಕೊಂಡ ವಿಶ್ವ ಅಯೋಡಿನ್ ಕೊರತೆಯ ನ್ಯೂನ್ಯತೆ ನಿಯಂತ್ರಣ ದಿನ ಹಾಗೂ ಸಪ್ತಾಹ ಕಾರ್ಯಕ್ರಮದಲ್ಲಿ ಮಾತನಾಡಿದರು.	[45, 293, 217, 515]
story5-byline: ಕನ್ನಡನಾಡು ವಾರ್ತೆ ಹೊಸಪೇಟೆ,ಅ.27:	[1043, 1011, 1115, 1038]
